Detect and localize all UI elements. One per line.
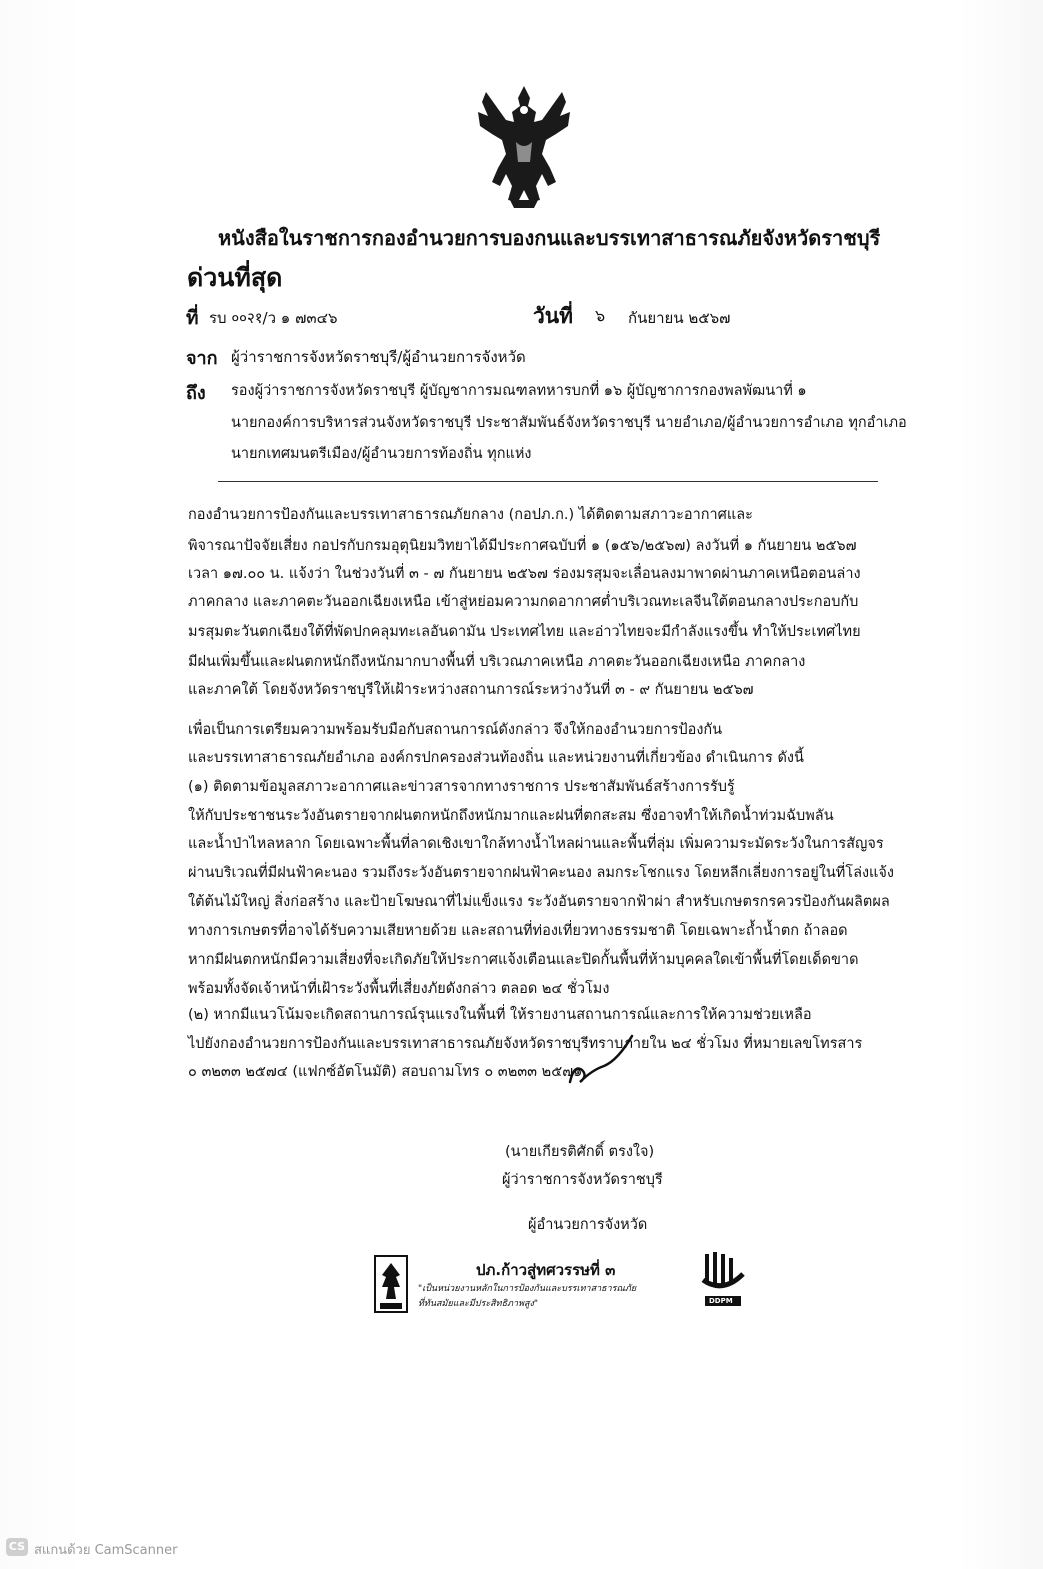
body-line: และภาคใต้ โดยจังหวัดราชบุรีให้เฝ้าระหว่างสถานการณ์ระหว่างวันที่ ๓ - ๙ กันยายน ๒๕๖๗ <box>188 682 754 698</box>
body-line: พิจารณาปัจจัยเสี่ยง กอปรกับกรมอุตุนิยมวิทยาได้มีประกาศฉบับที่ ๑ (๑๕๖/๒๕๖๗) ลงวันที่ ๑ กันยายน ๒๕๖๗ <box>188 538 857 554</box>
divider <box>218 481 878 482</box>
date-day: ๖ <box>595 306 606 325</box>
garuda-emblem-icon <box>470 82 578 210</box>
camscanner-watermark: สแกนด้วย CamScanner <box>34 1543 178 1558</box>
to-line: รองผู้ว่าราชการจังหวัดราชบุรี ผู้บัญชาการมณฑลทหารบกที่ ๑๖ ผู้บัญชาการกองพลพัฒนาที่ ๑ <box>231 383 807 399</box>
to-line: นายกเทศมนตรีเมือง/ผู้อำนวยการท้องถิ่น ทุกแห่ง <box>231 446 532 462</box>
body-line: เพื่อเป็นการเตรียมความพร้อมรับมือกับสถานการณ์ดังกล่าว จึงให้กองอำนวยการป้องกัน <box>188 722 723 738</box>
ddpm-logo-text: DDPM <box>709 1297 733 1305</box>
reference-number: รบ ००२१/ว ๑ ๗๓๔๖ <box>209 309 338 327</box>
urgency-label: ด่วนที่สุด <box>187 263 283 292</box>
department-logo-left-icon <box>374 1255 408 1313</box>
to-label: ถึง <box>186 383 206 404</box>
body-line: ให้กับประชาชนระวังอันตรายจากฝนตกหนักถึงหนักมากและฝนที่ตกสะสม ซึ่งอาจทำให้เกิดน้ำท่วมฉับพลัน <box>188 808 834 824</box>
footer-slogan-line: ที่ทันสมัยและมีประสิทธิภาพสูง" <box>418 1299 539 1309</box>
from-label: จาก <box>186 348 218 369</box>
date-month-year: กันยายน ๒๕๖๗ <box>628 309 731 327</box>
to-line: นายกองค์การบริหารส่วนจังหวัดราชบุรี ประชาสัมพันธ์จังหวัดราชบุรี นายอำเภอ/ผู้อำนวยการอำเภอ ทุกอำเภอ <box>231 415 907 431</box>
body-line: กองอำนวยการป้องกันและบรรเทาสาธารณภัยกลาง (กอปภ.ก.) ได้ติดตามสภาวะอากาศและ <box>188 507 753 523</box>
letter-header-title: หนังสือในราชการกองอำนวยการบองกนและบรรเทาสาธารณภัยจังหวัดราชบุรี <box>218 226 881 250</box>
body-line: (๒) หากมีแนวโน้มจะเกิดสถานการณ์รุนแรงในพื้นที่ ให้รายงานสถานการณ์และการให้ความช่วยเหลือ <box>188 1007 812 1023</box>
body-line: ไปยังกองอำนวยการป้องกันและบรรเทาสาธารณภัยจังหวัดราชบุรีทราบภายใน ๒๔ ชั่วโมง ที่หมายเลขโทรสาร <box>188 1036 863 1052</box>
body-line: และน้ำป่าไหลหลาก โดยเฉพาะพื้นที่ลาดเชิงเขาใกล้ทางน้ำไหลผ่านและพื้นที่ลุ่ม เพิ่มความระมัดระวังในการสัญจร <box>188 836 884 852</box>
body-line: หากมีฝนตกหนักมีความเสี่ยงที่จะเกิดภัยให้ประกาศแจ้งเตือนและปิดกั้นพื้นที่ห้ามบุคคลใดเข้าพื้นที่โดยเด็ดขาด <box>188 952 859 968</box>
body-line: ทางการเกษตรที่อาจได้รับความเสียหายด้วย และสถานที่ท่องเที่ยวทางธรรมชาติ โดยเฉพาะถ้ำน้ำตก ถ้าลอด <box>188 923 848 939</box>
body-line: มีฝนเพิ่มขึ้นและฝนตกหนักถึงหนักมากบางพื้นที่ บริเวณภาคเหนือ ภาคตะวันออกเฉียงเหนือ ภาคกลาง <box>188 654 806 670</box>
body-line: เวลา ๑๗.๐๐ น. แจ้งว่า ในช่วงวันที่ ๓ - ๗ กันยายน ๒๕๖๗ ร่องมรสุมจะเลื่อนลงมาพาดผ่านภาคเหนือตอนล่าง <box>188 566 861 582</box>
body-line: พร้อมทั้งจัดเจ้าหน้าที่เฝ้าระวังพื้นที่เสี่ยงภัยดังกล่าว ตลอด ๒๔ ชั่วโมง <box>188 981 610 997</box>
signer-name: (นายเกียรติศักดิ์ ตรงใจ) <box>505 1144 655 1160</box>
body-line: ผ่านบริเวณที่มีฝนฟ้าคะนอง รวมถึงระวังอันตรายจากฝนฟ้าคะนอง ลมกระโชกแรง โดยหลีกเลี่ยงการอยู่ในที่โล่งแจ้ง <box>188 865 894 881</box>
reference-label: ที่ <box>186 307 199 329</box>
handwritten-signature <box>560 1030 640 1090</box>
camscanner-badge-icon: CS <box>6 1538 28 1556</box>
body-line: มรสุมตะวันตกเฉียงใต้ที่พัดปกคลุมทะเลอันดามัน ประเทศไทย และอ่าวไทยจะมีกำลังแรงขึ้น ทำให้ประเทศไทย <box>188 624 861 640</box>
footer-slogan-line: "เป็นหน่วยงานหลักในการป้องกันและบรรเทาสาธารณภัย <box>418 1284 637 1294</box>
body-line: และบรรเทาสาธารณภัยอำเภอ องค์กรปกครองส่วนท้องถิ่น และหน่วยงานที่เกี่ยวข้อง ดำเนินการ ดังนี้ <box>188 750 804 766</box>
signer-role: ผู้อำนวยการจังหวัด <box>528 1217 648 1233</box>
from-value: ผู้ว่าราชการจังหวัดราชบุรี/ผู้อำนวยการจังหวัด <box>231 348 526 366</box>
date-label: วันที่ <box>533 304 573 328</box>
signer-position: ผู้ว่าราชการจังหวัดราชบุรี <box>502 1172 663 1188</box>
body-line: (๑) ติดตามข้อมูลสภาวะอากาศและข่าวสารจากทางราชการ ประชาสัมพันธ์สร้างการรับรู้ <box>188 779 735 795</box>
footer-title: ปภ.ก้าวสู่ทศวรรษที่ ๓ <box>476 1261 616 1279</box>
body-line: ภาคกลาง และภาคตะวันออกเฉียงเหนือ เข้าสู่หย่อมความกดอากาศต่ำบริเวณทะเลจีนใต้ตอนกลางประกอบกับ <box>188 594 859 610</box>
body-line: ๐ ๓๒๓๓ ๒๕๗๔ (แฟกซ์อัตโนมัติ) สอบถามโทร ๐ ๓๒๓๓ ๒๕๗๑ <box>188 1064 583 1080</box>
body-line: ใต้ต้นไม้ใหญ่ สิ่งก่อสร้าง และป้ายโฆษณาที่ไม่แข็งแรง ระวังอันตรายจากฟ้าผ่า สำหรับเกษตรกรควรป้องกันผลิตผล <box>188 894 890 910</box>
